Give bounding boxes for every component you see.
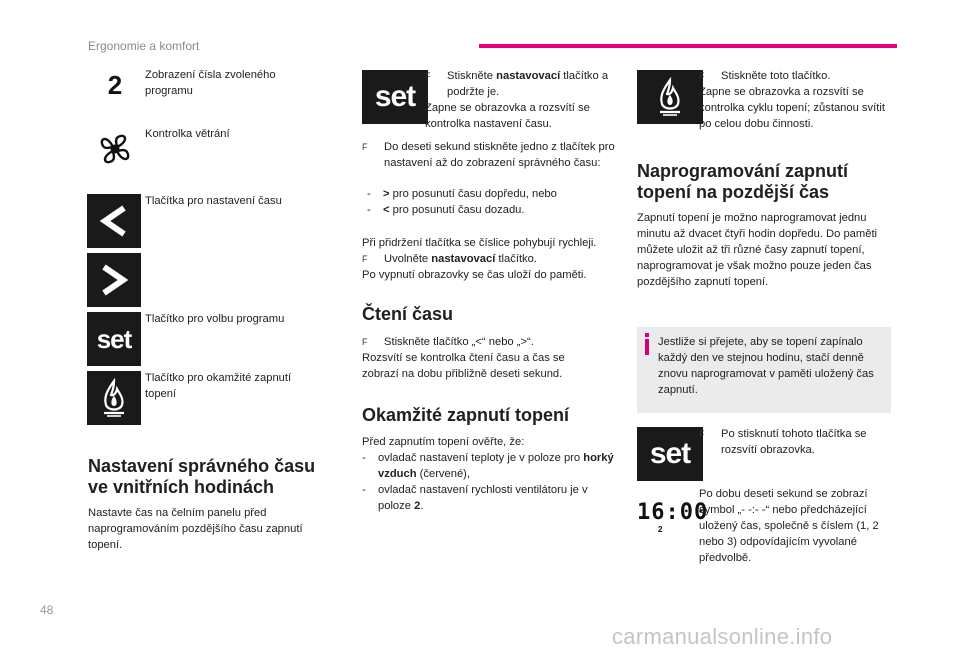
section-title: Ergonomie a komfort (88, 39, 200, 53)
set-button-icon: set (362, 70, 428, 124)
time-buttons-desc: Tlačítka pro nastavení času (145, 195, 282, 207)
immediate-heating-icon (87, 371, 141, 425)
set-button-icon: set (87, 312, 141, 366)
program-number-desc: Zobrazení čísla zvoleného programu (145, 69, 276, 97)
programming-heading: Naprogramování zapnutí topení na pozdější čas (637, 161, 849, 202)
hold-faster-note: Při přidržení tlačítka se číslice pohybují rychleji. (362, 237, 597, 249)
time-adjust-step: F Do deseti sekund stiskněte jedno z tlačítek pro nastavení až do zobrazení správného času: (362, 141, 615, 169)
reading-time-step: F Stiskněte tlačítko „<“ nebo „>“. (362, 336, 534, 348)
page-number: 48 (40, 603, 54, 617)
program-number-icon: 2 (107, 69, 123, 100)
info-box (637, 327, 891, 413)
fan-desc: Kontrolka větrání (145, 128, 230, 140)
reading-time-body: Rozsvítí se kontrolka čtení času a čas se zobrazí na dobu přibližně deseti sekund. (362, 352, 565, 380)
set-release-step: F Uvolněte nastavovací tlačítko. (362, 253, 537, 265)
immediate-heating-desc: Tlačítko pro okamžité zapnutí topení (145, 372, 292, 400)
reading-time-heading: Čtení času (362, 304, 454, 324)
set-press-hold-result: Zapne se obrazovka a rozsvítí se kontrolka nastavení času. (425, 102, 590, 130)
info-text: Jestliže si přejete, aby se topení zapínalo každý den ve stejnou hodinu, stačí denně znovu naprogramovat v paměti uložený čas zapnutí. (658, 336, 874, 396)
flame-press-step: F Stiskněte toto tlačítko. (699, 70, 831, 82)
section-accent-bar (479, 44, 897, 48)
immediate-heating-heading: Okamžité zapnutí topení (362, 405, 570, 425)
immediate-heating-icon (637, 70, 703, 124)
time-forward-option: - > pro posunutí času dopředu, nebo (367, 188, 557, 200)
check-temperature-item: - ovladač nastavení teploty je v poloze pro horký vzduch (červené), (362, 452, 614, 480)
next-time-button-icon (87, 253, 141, 307)
set-press-hold-step: F Stiskněte nastavovací tlačítko a podržte je. (425, 70, 609, 98)
watermark: carmanualsonline.info (612, 624, 833, 649)
immediate-heating-intro: Před zapnutím topení ověřte, že: (362, 436, 525, 448)
clock-display-icon: 16:00 2 (637, 500, 709, 534)
clock-display-desc: Po dobu deseti sekund se zobrazí symbol „- -:- -“ nebo předcházející uložený čas, společně s číslem (1, 2 nebo 3) odpovídajícím vyvolané předvolbě. (699, 488, 879, 564)
set-release-result: Po vypnutí obrazovky se čas uloží do paměti. (362, 269, 587, 281)
info-icon (645, 333, 649, 337)
set-button-icon: set (637, 427, 703, 481)
clock-setting-body: Nastavte čas na čelním panelu před naprogramováním pozdějšího času zapnutí topení. (88, 507, 303, 551)
check-fan-speed-item: - ovladač nastavení rychlosti ventilátoru je v poloze 2. (362, 484, 588, 512)
program-select-desc: Tlačítko pro volbu programu (145, 313, 285, 325)
time-backward-option: - < pro posunutí času dozadu. (367, 204, 525, 216)
set-press-screen-step: F Po stisknutí tohoto tlačítka se rozsvítí obrazovka. (699, 428, 867, 456)
flame-press-result: Zapne se obrazovka a rozsvítí se kontrolka cyklu topení; zůstanou svítit po celou dobu činnosti. (699, 86, 885, 130)
clock-setting-heading: Nastavení správného času ve vnitřních hodinách (88, 456, 316, 497)
fan-icon (88, 126, 142, 172)
prev-time-button-icon (87, 194, 141, 248)
programming-body: Zapnutí topení je možno naprogramovat jednu minutu až dvacet čtyři hodin dopředu. Do paměti můžete uložit až tři různé časy zapnutí topení, naprogramovat je však možno pouze jeden čas pozdějšího zapnutí topení. (637, 212, 878, 288)
